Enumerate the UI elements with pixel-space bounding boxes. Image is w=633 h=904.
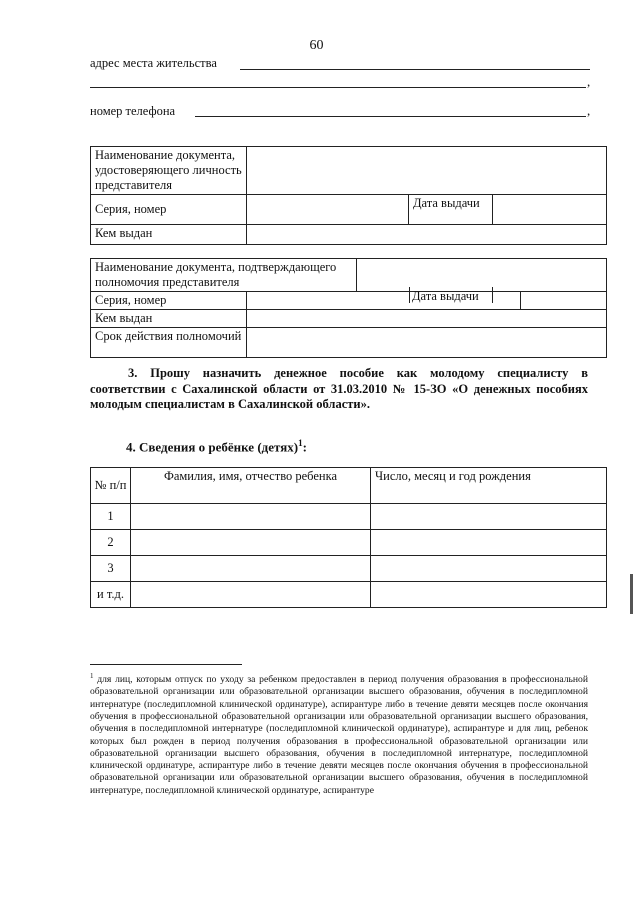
phone-line[interactable] — [195, 116, 586, 117]
rep-series-field[interactable] — [247, 195, 409, 225]
footnote-text: для лиц, которым отпуск по уходу за ребенком предоставлен в период получения образования в профессиональной образовательной организации или образовательной организации высшего образования, обучения в последипломной интернатуре (последипломной клинической ординатуре), аспирантуре либо в течение девяти месяцев после окончания обучения в профессиональной образовательной организации или образовательной организации высшего образования, обучения в последипломной интернатуре (последипломной клинической ординатуре), аспирантуре и для лиц, ребенок которых был рожден в период получения образования в профессиональной образовательной организации или образовательной организации высшего образования, обучения в последипломной интернатуре, последипломной клинической ординатуре, аспирантуре либо в течение девяти месяцев после окончания обучения в профессиональной образовательной организации или образовательной организации высшего образования, обучения в последипломной интернатуре, последипломной клинической ординатуре, аспирантуре — [90, 674, 588, 796]
child-name-field[interactable] — [131, 530, 371, 556]
table-row — [91, 530, 607, 556]
section-4-colon: : — [302, 439, 307, 455]
auth-validity-label: Срок действия полномочий — [91, 328, 247, 358]
footnote-marker: 1 — [90, 672, 94, 680]
child-name-field[interactable] — [131, 582, 371, 608]
child-row-num: 2 — [91, 530, 131, 556]
child-dob-field[interactable] — [371, 582, 607, 608]
table-row — [91, 504, 607, 530]
child-dob-field[interactable] — [371, 556, 607, 582]
child-row-num: 3 — [91, 556, 131, 582]
child-row-num: и т.д. — [91, 582, 131, 608]
auth-series-label: Серия, номер — [91, 292, 247, 310]
auth-doc-name-field[interactable] — [357, 259, 607, 292]
phone-comma: , — [587, 103, 591, 118]
auth-issued-by-field[interactable] — [247, 310, 607, 328]
section-3-paragraph: 3. Прошу назначить денежное пособие как молодому специалисту в соответствии с Сахалинской области от 31.03.2010 № 15-ЗО «О денежных пособиях молодым специалистам в Сахалинской области». — [90, 366, 588, 412]
child-dob-field[interactable] — [371, 530, 607, 556]
auth-issue-date-label: Дата выдачи — [412, 289, 479, 303]
child-row-num: 1 — [91, 504, 131, 530]
auth-issue-date-divider-right — [492, 287, 493, 303]
auth-doc-name-label: Наименование документа, подтверждающего полномочия представителя — [91, 259, 357, 292]
child-name-field[interactable] — [131, 504, 371, 530]
address-comma: , — [587, 74, 591, 89]
address-label: адрес места жительства — [90, 56, 217, 70]
section-4-footnote-ref[interactable]: 1 — [298, 438, 303, 448]
address-line-1[interactable] — [240, 69, 590, 70]
table-row — [91, 556, 607, 582]
address-line-2[interactable] — [90, 87, 586, 88]
auth-validity-field[interactable] — [247, 328, 607, 358]
auth-issued-by-label: Кем выдан — [91, 310, 247, 328]
children-header-dob: Число, месяц и год рождения — [371, 468, 607, 504]
page-number: 60 — [309, 38, 324, 53]
rep-doc-name-field[interactable] — [247, 147, 607, 195]
child-name-field[interactable] — [131, 556, 371, 582]
children-header-num: № п/п — [91, 468, 131, 504]
auth-issue-date-divider-left — [409, 287, 410, 303]
children-table — [90, 467, 607, 608]
representative-id-table — [90, 146, 607, 245]
section-4-title — [126, 438, 307, 455]
phone-label: номер телефона — [90, 104, 176, 118]
rep-issue-date-field[interactable] — [493, 195, 607, 225]
representative-authority-table — [90, 258, 607, 358]
section-4-title-text: 4. Сведения о ребёнке (детях) — [126, 439, 299, 455]
rep-issued-by-label: Кем выдан — [91, 225, 247, 245]
children-header-name: Фамилия, имя, отчество ребенка — [131, 468, 371, 504]
footnote-separator — [90, 664, 242, 665]
rep-issue-date-label: Дата выдачи — [409, 195, 493, 225]
rep-series-label: Серия, номер — [91, 195, 247, 225]
rep-doc-name-label: Наименование документа, удостоверяющего личность представителя — [91, 147, 247, 195]
auth-series-field[interactable] — [247, 292, 521, 310]
table-row — [91, 582, 607, 608]
footnote — [90, 672, 588, 797]
rep-issued-by-field[interactable] — [247, 225, 607, 245]
child-dob-field[interactable] — [371, 504, 607, 530]
